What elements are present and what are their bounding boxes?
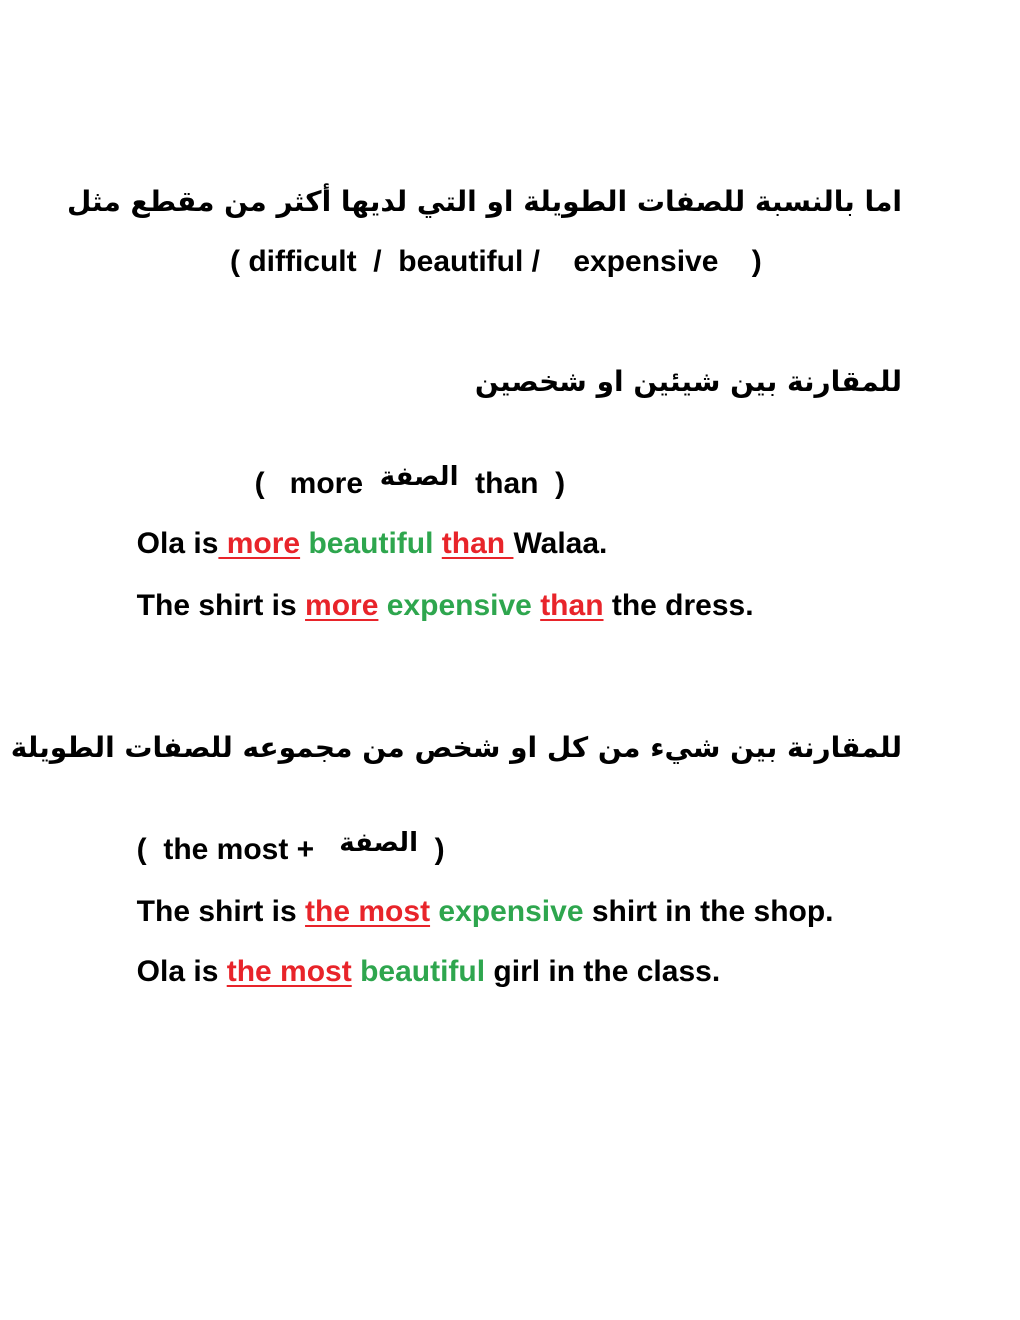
- heading-superlative: للمقارنة بين شيء من كل او شخص من مجموعه للصفات الطويلة: [10, 731, 902, 764]
- sentence-text: The shirt is: [136, 895, 306, 928]
- formula-adjective-ar: الصفة: [379, 462, 459, 492]
- than-keyword: than: [540, 589, 604, 622]
- sentence-text: girl in the class.: [485, 955, 721, 988]
- the-most-keyword: the most: [226, 955, 352, 988]
- adjective: beautiful: [308, 527, 434, 560]
- sentence-text: shirt in the shop.: [583, 895, 834, 928]
- sentence-text: the dress.: [603, 589, 754, 622]
- space: [378, 589, 386, 622]
- sentence-text: Ola is: [136, 527, 219, 560]
- the-most-keyword: the most: [305, 895, 431, 928]
- heading-long-adjectives: اما بالنسبة للصفات الطويلة او التي لديها أكثر من مقطع مثل: [67, 185, 902, 218]
- examples-line: ( difficult / beautiful / expensive ): [230, 245, 762, 278]
- more-keyword: more: [305, 589, 379, 622]
- formula-open: ( the most +: [136, 833, 340, 866]
- sentence-text: Ola is: [136, 955, 227, 988]
- comparative-sentence-2: [120, 546, 754, 626]
- formula-close: ): [417, 833, 445, 866]
- adjective: expensive: [438, 895, 584, 928]
- adjective: expensive: [386, 589, 532, 622]
- superlative-sentence-2: [120, 912, 720, 992]
- formula-adjective-ar: الصفة: [339, 828, 418, 858]
- heading-comparative: للمقارنة بين شيئين او شخصين: [474, 365, 902, 398]
- formula-open: ( more: [254, 467, 380, 500]
- sentence-text: The shirt is: [136, 589, 306, 622]
- space: [352, 955, 360, 988]
- than-keyword: than: [441, 527, 514, 560]
- formula-close: than ): [458, 467, 566, 500]
- adjective: beautiful: [360, 955, 486, 988]
- sentence-text: Walaa.: [513, 527, 608, 560]
- space: [532, 589, 540, 622]
- more-keyword: more: [218, 527, 301, 560]
